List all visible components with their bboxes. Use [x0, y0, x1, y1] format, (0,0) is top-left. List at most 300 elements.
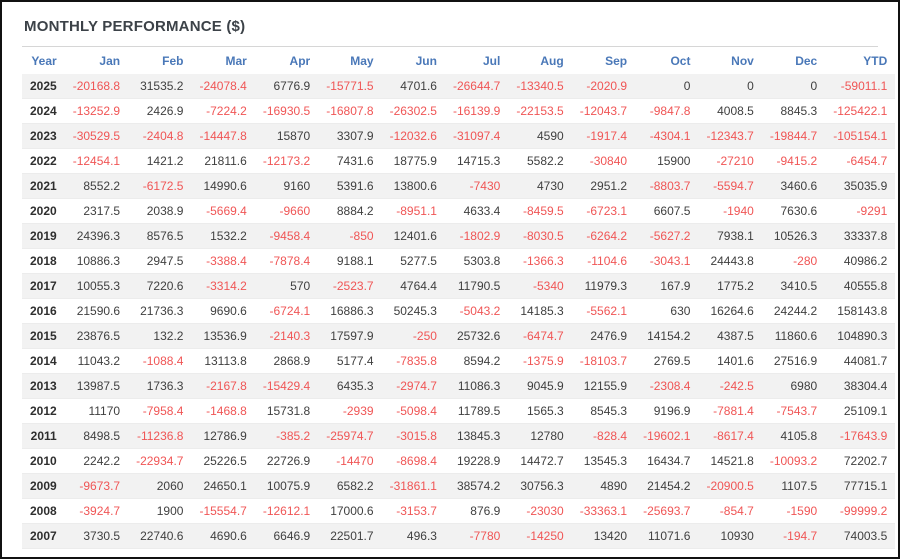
value-cell: -7543.7 — [762, 399, 825, 424]
value-cell: 5177.4 — [318, 349, 381, 374]
value-cell: 6646.9 — [255, 524, 318, 549]
value-cell: 22501.7 — [318, 524, 381, 549]
year-cell: 2011 — [22, 424, 65, 449]
value-cell: 7630.6 — [762, 199, 825, 224]
value-cell: -20900.5 — [698, 474, 761, 499]
table-row — [22, 99, 895, 124]
year-cell: 2022 — [22, 149, 65, 174]
value-cell: 10526.3 — [762, 224, 825, 249]
value-cell: 8545.3 — [572, 399, 635, 424]
value-cell: -9847.8 — [635, 99, 698, 124]
value-cell: 14521.8 — [698, 449, 761, 474]
value-cell: -2308.4 — [635, 374, 698, 399]
value-cell: 14715.3 — [445, 149, 508, 174]
value-cell: -12043.7 — [572, 99, 635, 124]
value-cell: -19844.7 — [762, 124, 825, 149]
value-cell: 1532.2 — [191, 224, 254, 249]
year-cell: 2009 — [22, 474, 65, 499]
value-cell: 16264.6 — [698, 299, 761, 324]
table-row — [22, 149, 895, 174]
value-cell: -3314.2 — [191, 274, 254, 299]
value-cell: -4304.1 — [635, 124, 698, 149]
header-row — [22, 47, 895, 74]
value-cell: 13536.9 — [191, 324, 254, 349]
value-cell: 24396.3 — [65, 224, 128, 249]
value-cell: -15554.7 — [191, 499, 254, 524]
column-header-sep: Sep — [605, 53, 628, 68]
value-cell: 8845.3 — [762, 99, 825, 124]
value-cell: -8030.5 — [508, 224, 571, 249]
value-cell: -16807.8 — [318, 99, 381, 124]
table-row — [22, 474, 895, 499]
value-cell: 77715.1 — [825, 474, 895, 499]
value-cell: 10886.3 — [65, 249, 128, 274]
value-cell: -10093.2 — [762, 449, 825, 474]
table-header — [22, 47, 895, 74]
value-cell: 1900 — [128, 499, 191, 524]
year-cell: 2021 — [22, 174, 65, 199]
value-cell: -12173.2 — [255, 149, 318, 174]
column-header-feb: Feb — [162, 53, 184, 68]
value-cell: 12155.9 — [572, 374, 635, 399]
value-cell: -2020.9 — [572, 74, 635, 99]
value-cell: 19228.9 — [445, 449, 508, 474]
value-cell: 11790.5 — [445, 274, 508, 299]
value-cell: -8698.4 — [382, 449, 445, 474]
value-cell: -7958.4 — [128, 399, 191, 424]
year-cell: 2020 — [22, 199, 65, 224]
value-cell: -850 — [318, 224, 381, 249]
value-cell: 0 — [762, 74, 825, 99]
table-row — [22, 199, 895, 224]
value-cell: -7881.4 — [698, 399, 761, 424]
value-cell: -125422.1 — [825, 99, 895, 124]
value-cell: -6264.2 — [572, 224, 635, 249]
table-row — [22, 274, 895, 299]
value-cell: -242.5 — [698, 374, 761, 399]
value-cell: 17597.9 — [318, 324, 381, 349]
value-cell: -26302.5 — [382, 99, 445, 124]
value-cell: 1421.2 — [128, 149, 191, 174]
value-cell: 0 — [635, 74, 698, 99]
value-cell: -9673.7 — [65, 474, 128, 499]
value-cell: 6607.5 — [635, 199, 698, 224]
report-content — [2, 2, 898, 549]
year-cell: 2007 — [22, 524, 65, 549]
value-cell: -5669.4 — [191, 199, 254, 224]
value-cell: 25226.5 — [191, 449, 254, 474]
value-cell: 12780 — [508, 424, 571, 449]
value-cell: 30756.3 — [508, 474, 571, 499]
value-cell: -8617.4 — [698, 424, 761, 449]
value-cell: 9045.9 — [508, 374, 571, 399]
value-cell: -3043.1 — [635, 249, 698, 274]
value-cell: -23030 — [508, 499, 571, 524]
value-cell: -828.4 — [572, 424, 635, 449]
column-header-dec: Dec — [795, 53, 818, 68]
value-cell: 2868.9 — [255, 349, 318, 374]
value-cell: 7431.6 — [318, 149, 381, 174]
value-cell: 496.3 — [382, 524, 445, 549]
value-cell: 630 — [635, 299, 698, 324]
value-cell: -24078.4 — [191, 74, 254, 99]
value-cell: 132.2 — [128, 324, 191, 349]
value-cell: -7835.8 — [382, 349, 445, 374]
value-cell: 11860.6 — [762, 324, 825, 349]
value-cell: 1565.3 — [508, 399, 571, 424]
value-cell: -14250 — [508, 524, 571, 549]
value-cell: 4387.5 — [698, 324, 761, 349]
value-cell: -9458.4 — [255, 224, 318, 249]
year-cell: 2012 — [22, 399, 65, 424]
value-cell: -9291 — [825, 199, 895, 224]
value-cell: 6582.2 — [318, 474, 381, 499]
value-cell: 24244.2 — [762, 299, 825, 324]
value-cell: 4105.8 — [762, 424, 825, 449]
value-cell: -16930.5 — [255, 99, 318, 124]
value-cell: -1088.4 — [128, 349, 191, 374]
value-cell: 4890 — [572, 474, 635, 499]
table-row — [22, 224, 895, 249]
value-cell: -854.7 — [698, 499, 761, 524]
value-cell: -1590 — [762, 499, 825, 524]
value-cell: 158143.8 — [825, 299, 895, 324]
value-cell: 4633.4 — [445, 199, 508, 224]
value-cell: -6724.1 — [255, 299, 318, 324]
value-cell: 9160 — [255, 174, 318, 199]
value-cell: -11236.8 — [128, 424, 191, 449]
value-cell: 33337.8 — [825, 224, 895, 249]
value-cell: -6172.5 — [128, 174, 191, 199]
value-cell: 167.9 — [635, 274, 698, 299]
column-header-jan: Jan — [99, 53, 121, 68]
value-cell: 10075.9 — [255, 474, 318, 499]
value-cell: 22726.9 — [255, 449, 318, 474]
value-cell: -8803.7 — [635, 174, 698, 199]
value-cell: 21454.2 — [635, 474, 698, 499]
value-cell: -1917.4 — [572, 124, 635, 149]
value-cell: 44081.7 — [825, 349, 895, 374]
value-cell: 11789.5 — [445, 399, 508, 424]
value-cell: 6980 — [762, 374, 825, 399]
value-cell: 9196.9 — [635, 399, 698, 424]
value-cell: 21811.6 — [191, 149, 254, 174]
value-cell: -22934.7 — [128, 449, 191, 474]
value-cell: -1366.3 — [508, 249, 571, 274]
value-cell: 22740.6 — [128, 524, 191, 549]
value-cell: -12343.7 — [698, 124, 761, 149]
value-cell: -2167.8 — [191, 374, 254, 399]
value-cell: 4008.5 — [698, 99, 761, 124]
value-cell: 2426.9 — [128, 99, 191, 124]
value-cell: 16434.7 — [635, 449, 698, 474]
value-cell: 12786.9 — [191, 424, 254, 449]
value-cell: 2951.2 — [572, 174, 635, 199]
value-cell: 2060 — [128, 474, 191, 499]
year-cell: 2018 — [22, 249, 65, 274]
value-cell: 21590.6 — [65, 299, 128, 324]
value-cell: 8552.2 — [65, 174, 128, 199]
value-cell: 8498.5 — [65, 424, 128, 449]
value-cell: 50245.3 — [382, 299, 445, 324]
value-cell: 27516.9 — [762, 349, 825, 374]
value-cell: 13113.8 — [191, 349, 254, 374]
table-row — [22, 174, 895, 199]
column-header-jul: Jul — [482, 53, 501, 68]
value-cell: -15429.4 — [255, 374, 318, 399]
value-cell: -2939 — [318, 399, 381, 424]
value-cell: 8594.2 — [445, 349, 508, 374]
value-cell: 2947.5 — [128, 249, 191, 274]
value-cell: -9415.2 — [762, 149, 825, 174]
value-cell: 2242.2 — [65, 449, 128, 474]
value-cell: -30840 — [572, 149, 635, 174]
value-cell: -2523.7 — [318, 274, 381, 299]
value-cell: 11979.3 — [572, 274, 635, 299]
value-cell: -12032.6 — [382, 124, 445, 149]
value-cell: 11170 — [65, 399, 128, 424]
value-cell: 5303.8 — [445, 249, 508, 274]
value-cell: 10055.3 — [65, 274, 128, 299]
value-cell: 25732.6 — [445, 324, 508, 349]
value-cell: 14185.3 — [508, 299, 571, 324]
value-cell: 15731.8 — [255, 399, 318, 424]
value-cell: -3388.4 — [191, 249, 254, 274]
table-body — [22, 74, 895, 549]
value-cell: 9188.1 — [318, 249, 381, 274]
value-cell: 74003.5 — [825, 524, 895, 549]
value-cell: 13800.6 — [382, 174, 445, 199]
year-cell: 2013 — [22, 374, 65, 399]
value-cell: -27210 — [698, 149, 761, 174]
monthly-performance-table — [22, 47, 895, 549]
value-cell: 4701.6 — [382, 74, 445, 99]
value-cell: -3015.8 — [382, 424, 445, 449]
value-cell: -22153.5 — [508, 99, 571, 124]
value-cell: -33363.1 — [572, 499, 635, 524]
value-cell: -6723.1 — [572, 199, 635, 224]
value-cell: 11086.3 — [445, 374, 508, 399]
value-cell: -26644.7 — [445, 74, 508, 99]
value-cell: -12612.1 — [255, 499, 318, 524]
value-cell: -1104.6 — [572, 249, 635, 274]
page-title: MONTHLY PERFORMANCE ($) — [24, 18, 246, 35]
value-cell: 4690.6 — [191, 524, 254, 549]
value-cell: 5277.5 — [382, 249, 445, 274]
value-cell: 3307.9 — [318, 124, 381, 149]
value-cell: -5043.2 — [445, 299, 508, 324]
value-cell: 7220.6 — [128, 274, 191, 299]
value-cell: 876.9 — [445, 499, 508, 524]
value-cell: 13545.3 — [572, 449, 635, 474]
value-cell: 13845.3 — [445, 424, 508, 449]
value-cell: -385.2 — [255, 424, 318, 449]
value-cell: -5098.4 — [382, 399, 445, 424]
table-row — [22, 449, 895, 474]
value-cell: -6454.7 — [825, 149, 895, 174]
value-cell: 8884.2 — [318, 199, 381, 224]
value-cell: 35035.9 — [825, 174, 895, 199]
table-row — [22, 499, 895, 524]
value-cell: -18103.7 — [572, 349, 635, 374]
value-cell: 0 — [698, 74, 761, 99]
value-cell: 14990.6 — [191, 174, 254, 199]
value-cell: -17643.9 — [825, 424, 895, 449]
value-cell: 31535.2 — [128, 74, 191, 99]
column-header-jun: Jun — [415, 53, 437, 68]
value-cell: 24443.8 — [698, 249, 761, 274]
year-cell: 2025 — [22, 74, 65, 99]
year-cell: 2024 — [22, 99, 65, 124]
value-cell: 2317.5 — [65, 199, 128, 224]
table-row — [22, 249, 895, 274]
value-cell: 10930 — [698, 524, 761, 549]
value-cell: -5594.7 — [698, 174, 761, 199]
value-cell: 570 — [255, 274, 318, 299]
value-cell: -19602.1 — [635, 424, 698, 449]
column-header-mar: Mar — [225, 53, 247, 68]
table-row — [22, 374, 895, 399]
value-cell: -25693.7 — [635, 499, 698, 524]
value-cell: 21736.3 — [128, 299, 191, 324]
value-cell: 40555.8 — [825, 274, 895, 299]
table-row — [22, 399, 895, 424]
value-cell: -7224.2 — [191, 99, 254, 124]
value-cell: 2038.9 — [128, 199, 191, 224]
table-row — [22, 424, 895, 449]
value-cell: -1802.9 — [445, 224, 508, 249]
value-cell: 3410.5 — [762, 274, 825, 299]
value-cell: -31861.1 — [382, 474, 445, 499]
column-header-aug: Aug — [540, 53, 564, 68]
value-cell: 3730.5 — [65, 524, 128, 549]
value-cell: -1468.8 — [191, 399, 254, 424]
value-cell: -14470 — [318, 449, 381, 474]
value-cell: -194.7 — [762, 524, 825, 549]
value-cell: -16139.9 — [445, 99, 508, 124]
value-cell: 18775.9 — [382, 149, 445, 174]
value-cell: -13252.9 — [65, 99, 128, 124]
year-cell: 2016 — [22, 299, 65, 324]
value-cell: -31097.4 — [445, 124, 508, 149]
value-cell: 2769.5 — [635, 349, 698, 374]
column-header-year: Year — [31, 53, 57, 68]
year-cell: 2017 — [22, 274, 65, 299]
value-cell: -7780 — [445, 524, 508, 549]
value-cell: 2476.9 — [572, 324, 635, 349]
value-cell: -250 — [382, 324, 445, 349]
value-cell: 9690.6 — [191, 299, 254, 324]
year-cell: 2008 — [22, 499, 65, 524]
value-cell: -7878.4 — [255, 249, 318, 274]
value-cell: 8576.5 — [128, 224, 191, 249]
value-cell: 4590 — [508, 124, 571, 149]
column-header-oct: Oct — [670, 53, 691, 68]
value-cell: -25974.7 — [318, 424, 381, 449]
value-cell: 15870 — [255, 124, 318, 149]
value-cell: -3153.7 — [382, 499, 445, 524]
value-cell: -15771.5 — [318, 74, 381, 99]
value-cell: -30529.5 — [65, 124, 128, 149]
value-cell: -9660 — [255, 199, 318, 224]
value-cell: -5562.1 — [572, 299, 635, 324]
value-cell: -6474.7 — [508, 324, 571, 349]
value-cell: 12401.6 — [382, 224, 445, 249]
value-cell: -13340.5 — [508, 74, 571, 99]
value-cell: 104890.3 — [825, 324, 895, 349]
value-cell: 24650.1 — [191, 474, 254, 499]
value-cell: 38304.4 — [825, 374, 895, 399]
column-header-nov: Nov — [731, 53, 754, 68]
value-cell: -5340 — [508, 274, 571, 299]
year-cell: 2010 — [22, 449, 65, 474]
value-cell: 72202.7 — [825, 449, 895, 474]
value-cell: 5582.2 — [508, 149, 571, 174]
value-cell: 13987.5 — [65, 374, 128, 399]
value-cell: 7938.1 — [698, 224, 761, 249]
value-cell: -5627.2 — [635, 224, 698, 249]
value-cell: 5391.6 — [318, 174, 381, 199]
value-cell: 4730 — [508, 174, 571, 199]
value-cell: 1736.3 — [128, 374, 191, 399]
value-cell: 25109.1 — [825, 399, 895, 424]
value-cell: 6776.9 — [255, 74, 318, 99]
column-header-apr: Apr — [289, 53, 311, 68]
table-row — [22, 524, 895, 549]
value-cell: 14472.7 — [508, 449, 571, 474]
value-cell: -2404.8 — [128, 124, 191, 149]
year-cell: 2014 — [22, 349, 65, 374]
value-cell: 40986.2 — [825, 249, 895, 274]
value-cell: 11043.2 — [65, 349, 128, 374]
table-row — [22, 124, 895, 149]
value-cell: -12454.1 — [65, 149, 128, 174]
value-cell: 13420 — [572, 524, 635, 549]
value-cell: -280 — [762, 249, 825, 274]
value-cell: 14154.2 — [635, 324, 698, 349]
value-cell: -59011.1 — [825, 74, 895, 99]
table-row — [22, 74, 895, 99]
value-cell: -99999.2 — [825, 499, 895, 524]
table-row — [22, 324, 895, 349]
year-cell: 2019 — [22, 224, 65, 249]
value-cell: -105154.1 — [825, 124, 895, 149]
value-cell: 23876.5 — [65, 324, 128, 349]
value-cell: -3924.7 — [65, 499, 128, 524]
value-cell: 1401.6 — [698, 349, 761, 374]
value-cell: 1107.5 — [762, 474, 825, 499]
year-cell: 2015 — [22, 324, 65, 349]
value-cell: 16886.3 — [318, 299, 381, 324]
table-row — [22, 299, 895, 324]
value-cell: 4764.4 — [382, 274, 445, 299]
value-cell: -8459.5 — [508, 199, 571, 224]
value-cell: 11071.6 — [635, 524, 698, 549]
value-cell: 15900 — [635, 149, 698, 174]
value-cell: 3460.6 — [762, 174, 825, 199]
value-cell: -14447.8 — [191, 124, 254, 149]
value-cell: -8951.1 — [382, 199, 445, 224]
value-cell: 17000.6 — [318, 499, 381, 524]
value-cell: -2140.3 — [255, 324, 318, 349]
value-cell: -2974.7 — [382, 374, 445, 399]
value-cell: -20168.8 — [65, 74, 128, 99]
value-cell: 38574.2 — [445, 474, 508, 499]
value-cell: 1775.2 — [698, 274, 761, 299]
value-cell: -7430 — [445, 174, 508, 199]
year-cell: 2023 — [22, 124, 65, 149]
value-cell: -1940 — [698, 199, 761, 224]
